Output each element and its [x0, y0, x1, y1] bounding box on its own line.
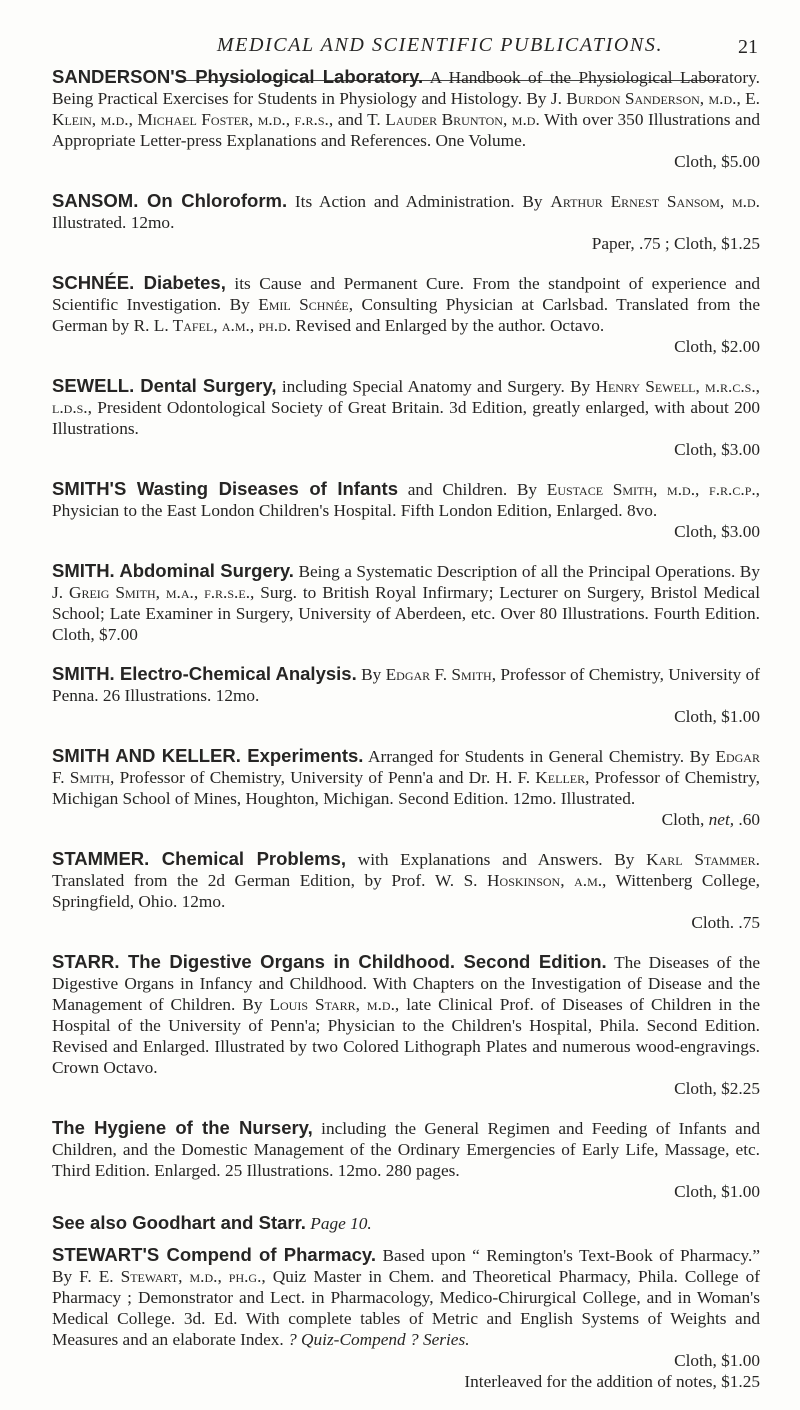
entry-price: Cloth, $5.00: [674, 152, 760, 171]
entry-starr: [52, 951, 760, 1099]
page-reference: Page 10.: [305, 1214, 372, 1233]
entry-heading: The Hygiene of the Nursery,: [52, 1117, 313, 1138]
price-net: net,: [708, 810, 735, 829]
entry-text: Professor of Chemistry, University of Penn'a and Dr.: [114, 768, 496, 787]
entry-text: Illustrated. 12mo.: [52, 213, 175, 232]
entry-text: Professor of Chemistry, University of Penna. 26 Illustrations. 12mo.: [52, 665, 761, 705]
entry-heading: SMITH. Electro-Chemical Analysis.: [52, 663, 357, 684]
interleaved-note: Interleaved for the addition of notes, $1.25: [464, 1372, 760, 1391]
entry-text: With over 350 Illustrations and Appropriate Letter-press Explanations and References. One Volume.: [52, 110, 760, 150]
entry-author: H. F. Keller,: [495, 768, 590, 787]
entry-price: Cloth, $3.00: [674, 440, 760, 459]
entry-price: Cloth, $3.00: [674, 522, 760, 541]
entry-text: and Children. By: [398, 480, 547, 499]
price-text: Cloth,: [661, 810, 709, 829]
entry-heading: SEWELL. Dental Surgery,: [52, 375, 277, 396]
series-name: ? Quiz-Compend ? Series.: [288, 1330, 470, 1349]
entry-smith-abdominal: [52, 560, 760, 645]
entry-author: Henry Sewell, m.r.c.s., l.d.s.,: [52, 377, 760, 417]
entry-stammer: [52, 848, 760, 933]
entry-price: [52, 809, 760, 830]
entry-author: Emil Schnée,: [258, 295, 354, 314]
entry-author: T. Lauder Brunton, m.d.: [367, 110, 540, 129]
entry-text: Its Action and Administration. By: [287, 192, 551, 211]
entry-text: Surg. to British Royal Infirmary; Lecturer on Surgery, Bristol Medical School; Late Examiner in Surgery, University of Aberdeen, etc. Over 80 Illustrations. Fourth Edition. Cloth, $7.00: [52, 583, 760, 644]
entry-price: Cloth. .75: [691, 913, 760, 932]
entry-text: Being a Systematic Description of all the Principal Operations. By: [293, 562, 760, 581]
entry-text: Translated from the 2d German Edition, by Prof.: [52, 871, 435, 890]
entry-text: By: [356, 665, 386, 684]
entry-text: The Diseases of the Digestive Organs in Infancy and Childhood. With Chapters on the Investigation of Disease and the Management of Children. By: [52, 953, 761, 1014]
entry-text: Arranged for Students in General Chemistry. By: [363, 747, 716, 766]
entry-price: Cloth, $1.00: [674, 1351, 760, 1370]
entry-text: President Odontological Society of Great Britain. 3d Edition, greatly enlarged, with about 200 Illustrations.: [52, 398, 760, 438]
entry-sewell: [52, 375, 760, 460]
entry-sanderson: [52, 66, 760, 172]
entry-heading: SMITH AND KELLER. Experiments.: [52, 745, 364, 766]
entry-stewart: [52, 1244, 760, 1392]
entry-text: its Cause and Permanent Cure. From the standpoint of experience and Scientific Investigation. By: [52, 274, 760, 314]
entry-price: Cloth, $2.00: [674, 337, 760, 356]
entry-author: Louis Starr, m.d.,: [269, 995, 400, 1014]
entry-text: Wittenberg College, Springfield, Ohio. 12mo.: [52, 871, 760, 911]
entry-author: J. Greig Smith, m.a., f.r.s.e.,: [52, 583, 255, 602]
entry-author: R. L. Tafel, a.m., ph.d.: [133, 316, 292, 335]
entry-text: Professor of Chemistry, Michigan School of Mines, Houghton, Michigan. Second Edition. 12mo. Illustrated.: [52, 768, 760, 808]
entry-heading: STAMMER. Chemical Problems,: [52, 848, 347, 869]
price-text: .60: [734, 810, 760, 829]
entry-author: Arthur Ernest Sansom, m.d.: [550, 192, 760, 211]
catalogue-entries: [52, 66, 760, 1410]
entry-heading: SMITH'S Wasting Diseases of Infants: [52, 478, 398, 499]
entry-text: and: [333, 110, 368, 129]
entry-text: including Special Anatomy and Surgery. By: [276, 377, 596, 396]
page-number: 21: [738, 36, 758, 58]
entry-author: Eustace Smith, m.d., f.r.c.p.,: [546, 480, 761, 499]
entry-price: Cloth, $1.00: [674, 707, 760, 726]
entry-heading: SANDERSON'S Physiological Laboratory.: [52, 66, 424, 87]
entry-text: Revised and Enlarged by the author. Octavo.: [291, 316, 605, 335]
entry-author: Edgar F. Smith,: [52, 747, 760, 787]
entry-text: with Explanations and Answers. By: [346, 850, 647, 869]
entry-see-also: [52, 1212, 760, 1234]
running-title: MEDICAL AND SCIENTIFIC PUBLICATIONS.: [216, 34, 664, 56]
entry-author: J. Burdon Sanderson, m.d., E. Klein, m.d., Michael Foster, m.d., f.r.s.,: [52, 89, 760, 129]
entry-heading: STARR. The Digestive Organs in Childhood. Second Edition.: [52, 951, 607, 972]
entry-text: late Clinical Prof. of Diseases of Children in the Hospital of the University of Penn'a; Physician to the Children's Hospital, Phila. Second Edition. Revised and Enlarged. Illustrated by two Colored Lithograph Plates and numerous wood-engravings. Crown Octavo.: [52, 995, 760, 1077]
entry-price: Paper, .75 ; Cloth, $1.25: [591, 234, 760, 253]
entry-author: W. S. Hoskinson, a.m.,: [434, 871, 607, 890]
entry-text: A Handbook of the Physiological Laboratory. Being Practical Exercises for Students in Physiology and Histology. By: [52, 68, 760, 108]
entry-heading: SANSOM. On Chloroform.: [52, 190, 288, 211]
entry-heading: SMITH. Abdominal Surgery.: [52, 560, 294, 581]
entry-smith-electro: [52, 663, 760, 727]
running-head: [0, 34, 800, 64]
entry-price: Cloth, $1.00: [674, 1182, 760, 1201]
entry-text: Physician to the East London Children's Hospital. Fifth London Edition, Enlarged. 8vo.: [52, 501, 658, 520]
entry-smith-wasting: [52, 478, 760, 542]
entry-heading: See also Goodhart and Starr.: [52, 1212, 306, 1233]
entry-sansom: [52, 190, 760, 254]
entry-smith-keller: [52, 745, 760, 830]
entry-author: Karl Stammer.: [646, 850, 760, 869]
entry-text: including the General Regimen and Feeding of Infants and Children, and the Domestic Management of the Ordinary Emergencies of Early Life, Massage, etc. Third Edition. Enlarged. 25 Illustrations. 12mo. 280 pages.: [52, 1119, 761, 1180]
entry-schnee: [52, 272, 760, 357]
entry-text: Based upon “ Remington's Text-Book of Pharmacy.” By: [52, 1246, 760, 1286]
entry-author: F. E. Stewart, m.d., ph.g.,: [79, 1267, 266, 1286]
entry-text: Quiz Master in Chem. and Theoretical Pharmacy, Phila. College of Pharmacy ; Demonstrator and Lect. in Pharmacology, Medico-Chirurgical College, and in Woman's Medical College. 3d. Ed. With complete tables of Metric and English Systems of Weights and Measures and an elaborate Index.: [52, 1267, 760, 1349]
entry-heading: STEWART'S Compend of Pharmacy.: [52, 1244, 376, 1265]
entry-text: Consulting Physician at Carlsbad. Translated from the German by: [52, 295, 760, 335]
entry-price: Cloth, $2.25: [674, 1079, 760, 1098]
entry-author: Edgar F. Smith,: [385, 665, 497, 684]
entry-hygiene: [52, 1117, 760, 1202]
entry-heading: SCHNÉE. Diabetes,: [52, 272, 226, 293]
